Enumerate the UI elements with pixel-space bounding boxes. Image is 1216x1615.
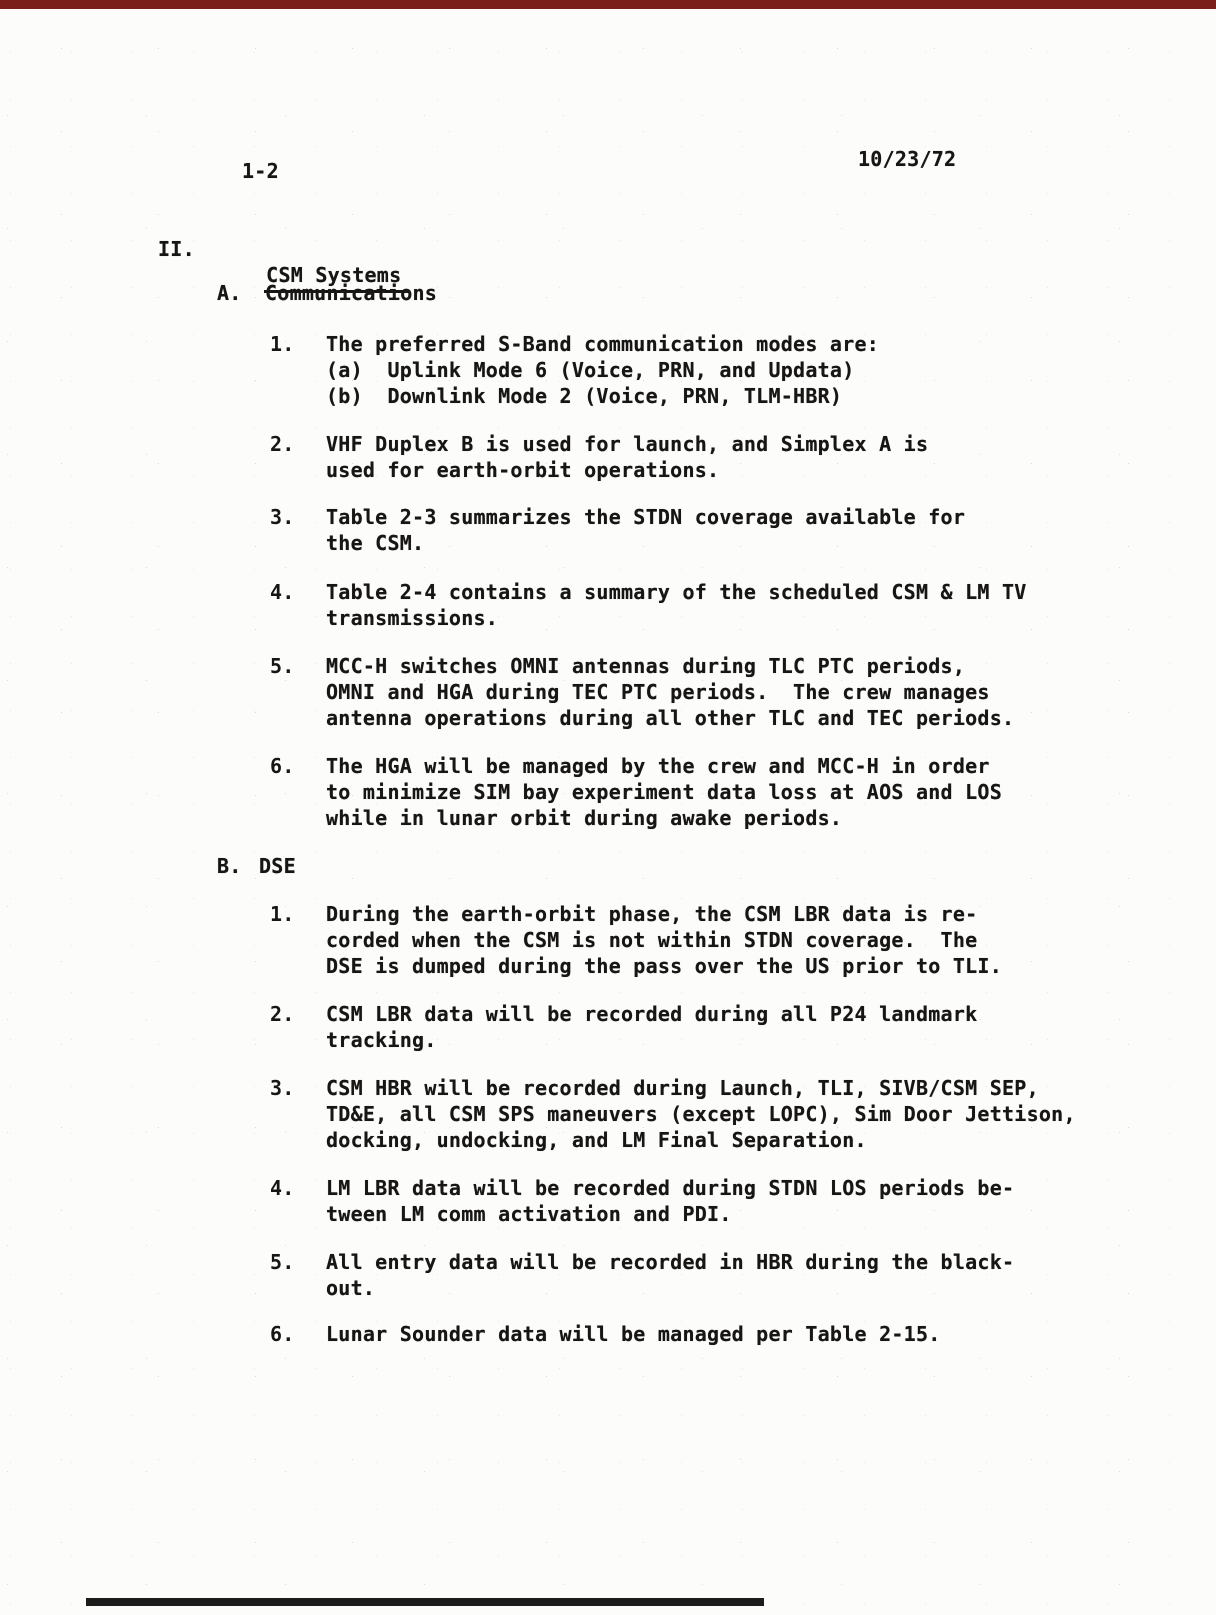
item-text bbox=[326, 1321, 941, 1347]
item-line: tracking. bbox=[326, 1028, 437, 1052]
item-line: used for earth-orbit operations. bbox=[326, 458, 720, 482]
item-text bbox=[326, 579, 1027, 631]
item-number: 3. bbox=[270, 505, 295, 529]
item-line: to minimize SIM bay experiment data loss at AOS and LOS bbox=[326, 780, 1003, 804]
list-item bbox=[270, 653, 1014, 731]
item-line: LM LBR data will be recorded during STDN LOS periods be- bbox=[326, 1176, 1015, 1200]
section-title: CSM Systems bbox=[264, 262, 410, 293]
item-line: Table 2-3 summarizes the STDN coverage available for bbox=[326, 505, 966, 529]
item-text bbox=[326, 1075, 1076, 1153]
item-line: Lunar Sounder data will be managed per Table 2-15. bbox=[326, 1322, 941, 1346]
item-number: 5. bbox=[270, 1250, 295, 1274]
list-item bbox=[270, 753, 1002, 831]
list-item bbox=[270, 579, 1027, 631]
item-number: 2. bbox=[270, 432, 295, 456]
list-item bbox=[270, 331, 879, 409]
item-line: tween LM comm activation and PDI. bbox=[326, 1202, 732, 1226]
list-item bbox=[270, 1075, 1076, 1153]
item-line: docking, undocking, and LM Final Separation. bbox=[326, 1128, 867, 1152]
bottom-scan-artifact-bar bbox=[86, 1598, 764, 1606]
section-heading bbox=[217, 236, 410, 319]
item-text bbox=[326, 901, 1002, 979]
list-item bbox=[270, 901, 1002, 979]
page-number: 1-2 bbox=[242, 159, 279, 183]
item-line: VHF Duplex B is used for launch, and Simplex A is bbox=[326, 432, 929, 456]
item-text bbox=[326, 1001, 977, 1053]
subsection-b-title: DSE bbox=[259, 854, 296, 878]
item-number: 3. bbox=[270, 1076, 295, 1100]
subsection-a-title: Communications bbox=[265, 281, 438, 305]
item-line: CSM LBR data will be recorded during all P24 landmark bbox=[326, 1002, 978, 1026]
list-item bbox=[270, 1001, 977, 1053]
item-line: (a) Uplink Mode 6 (Voice, PRN, and Updata) bbox=[326, 358, 855, 382]
item-number: 1. bbox=[270, 902, 295, 926]
item-text bbox=[326, 504, 965, 556]
subsection-b-letter: B. bbox=[217, 854, 242, 878]
item-line: MCC-H switches OMNI antennas during TLC PTC periods, bbox=[326, 654, 966, 678]
subsection-a-letter: A. bbox=[217, 281, 242, 305]
list-item bbox=[270, 431, 928, 483]
item-line: while in lunar orbit during awake periods. bbox=[326, 806, 843, 830]
section-numeral: II. bbox=[158, 237, 195, 261]
item-text bbox=[326, 653, 1014, 731]
item-number: 2. bbox=[270, 1002, 295, 1026]
list-item bbox=[270, 1249, 1014, 1301]
item-line: corded when the CSM is not within STDN coverage. The bbox=[326, 928, 978, 952]
item-line: out. bbox=[326, 1276, 376, 1300]
item-number: 4. bbox=[270, 1176, 295, 1200]
item-text bbox=[326, 1249, 1014, 1301]
item-line: The preferred S-Band communication modes are: bbox=[326, 332, 880, 356]
item-line: transmissions. bbox=[326, 606, 499, 630]
item-line: All entry data will be recorded in HBR during the black- bbox=[326, 1250, 1015, 1274]
item-number: 4. bbox=[270, 580, 295, 604]
item-line: CSM HBR will be recorded during Launch, TLI, SIVB/CSM SEP, bbox=[326, 1076, 1039, 1100]
item-text bbox=[326, 1175, 1014, 1227]
item-line: TD&E, all CSM SPS maneuvers (except LOPC), Sim Door Jettison, bbox=[326, 1102, 1076, 1126]
list-item bbox=[270, 1321, 941, 1347]
item-line: OMNI and HGA during TEC PTC periods. The crew manages bbox=[326, 680, 990, 704]
item-line: the CSM. bbox=[326, 531, 425, 555]
item-line: Table 2-4 contains a summary of the scheduled CSM & LM TV bbox=[326, 580, 1027, 604]
item-line: During the earth-orbit phase, the CSM LBR data is re- bbox=[326, 902, 978, 926]
top-scan-artifact-bar bbox=[0, 0, 1216, 9]
item-number: 6. bbox=[270, 1322, 295, 1346]
item-text bbox=[326, 431, 928, 483]
item-line: (b) Downlink Mode 2 (Voice, PRN, TLM-HBR) bbox=[326, 384, 843, 408]
item-number: 1. bbox=[270, 332, 295, 356]
item-line: DSE is dumped during the pass over the US prior to TLI. bbox=[326, 954, 1003, 978]
item-line: The HGA will be managed by the crew and MCC-H in order bbox=[326, 754, 990, 778]
item-text bbox=[326, 331, 879, 409]
item-number: 6. bbox=[270, 754, 295, 778]
list-item bbox=[270, 504, 965, 556]
page-date: 10/23/72 bbox=[858, 147, 957, 171]
item-text bbox=[326, 753, 1002, 831]
item-line: antenna operations during all other TLC and TEC periods. bbox=[326, 706, 1015, 730]
list-item bbox=[270, 1175, 1014, 1227]
item-number: 5. bbox=[270, 654, 295, 678]
